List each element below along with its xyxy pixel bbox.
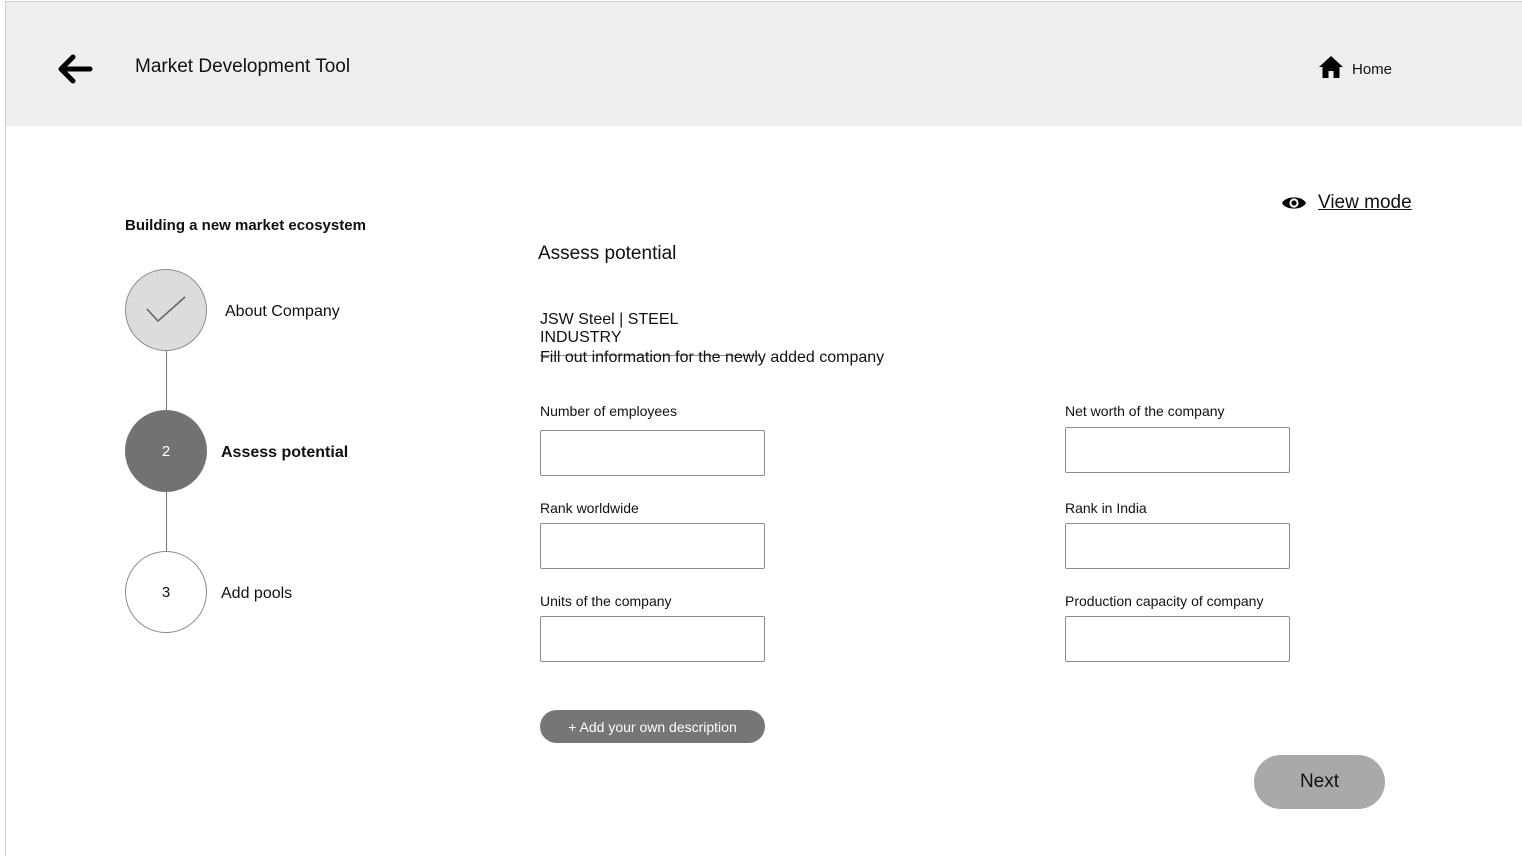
- home-link[interactable]: [1318, 54, 1392, 80]
- checkmark-icon: [144, 295, 188, 325]
- top-header: [6, 2, 1522, 126]
- production-capacity-input[interactable]: [1065, 616, 1290, 662]
- step-connector: [166, 492, 167, 551]
- label-rank-in-india: Rank in India: [1065, 500, 1147, 516]
- step-label-about-company[interactable]: About Company: [225, 303, 340, 320]
- step-label-assess-potential[interactable]: Assess potential: [221, 444, 349, 461]
- step-number: 3: [161, 583, 171, 601]
- step-assess-potential[interactable]: [125, 410, 207, 492]
- add-description-button[interactable]: + Add your own description: [540, 710, 765, 743]
- number-of-employees-input[interactable]: [540, 430, 765, 476]
- home-label: Home: [1352, 60, 1393, 78]
- section-title: Assess potential: [538, 243, 677, 264]
- label-number-of-employees: Number of employees: [540, 403, 677, 419]
- app-title: Market Development Tool: [135, 56, 351, 77]
- view-mode-label: View mode: [1318, 192, 1412, 213]
- label-units-of-company: Units of the company: [540, 593, 672, 609]
- step-add-pools[interactable]: [125, 551, 207, 633]
- units-of-company-input[interactable]: [540, 616, 765, 662]
- label-net-worth: Net worth of the company: [1065, 403, 1225, 419]
- back-button[interactable]: [56, 50, 94, 88]
- step-connector: [166, 351, 167, 410]
- eye-icon: [1281, 192, 1307, 214]
- step-label-add-pools[interactable]: Add pools: [221, 585, 293, 602]
- next-button[interactable]: Next: [1254, 755, 1385, 809]
- company-name: JSW Steel | STEEL INDUSTRY: [540, 311, 759, 356]
- rank-worldwide-input[interactable]: [540, 523, 765, 569]
- home-icon: [1318, 54, 1344, 80]
- label-rank-worldwide: Rank worldwide: [540, 500, 639, 516]
- step-about-company[interactable]: [125, 269, 207, 351]
- label-production-capacity: Production capacity of company: [1065, 593, 1264, 609]
- net-worth-input[interactable]: [1065, 427, 1290, 473]
- step-number: 2: [161, 442, 171, 460]
- rank-in-india-input[interactable]: [1065, 523, 1290, 569]
- arrow-left-icon: [56, 50, 94, 88]
- view-mode-link[interactable]: [1281, 192, 1412, 214]
- stepper-heading: Building a new market ecosystem: [125, 217, 366, 234]
- form-instruction: Fill out information for the newly added company: [540, 349, 885, 366]
